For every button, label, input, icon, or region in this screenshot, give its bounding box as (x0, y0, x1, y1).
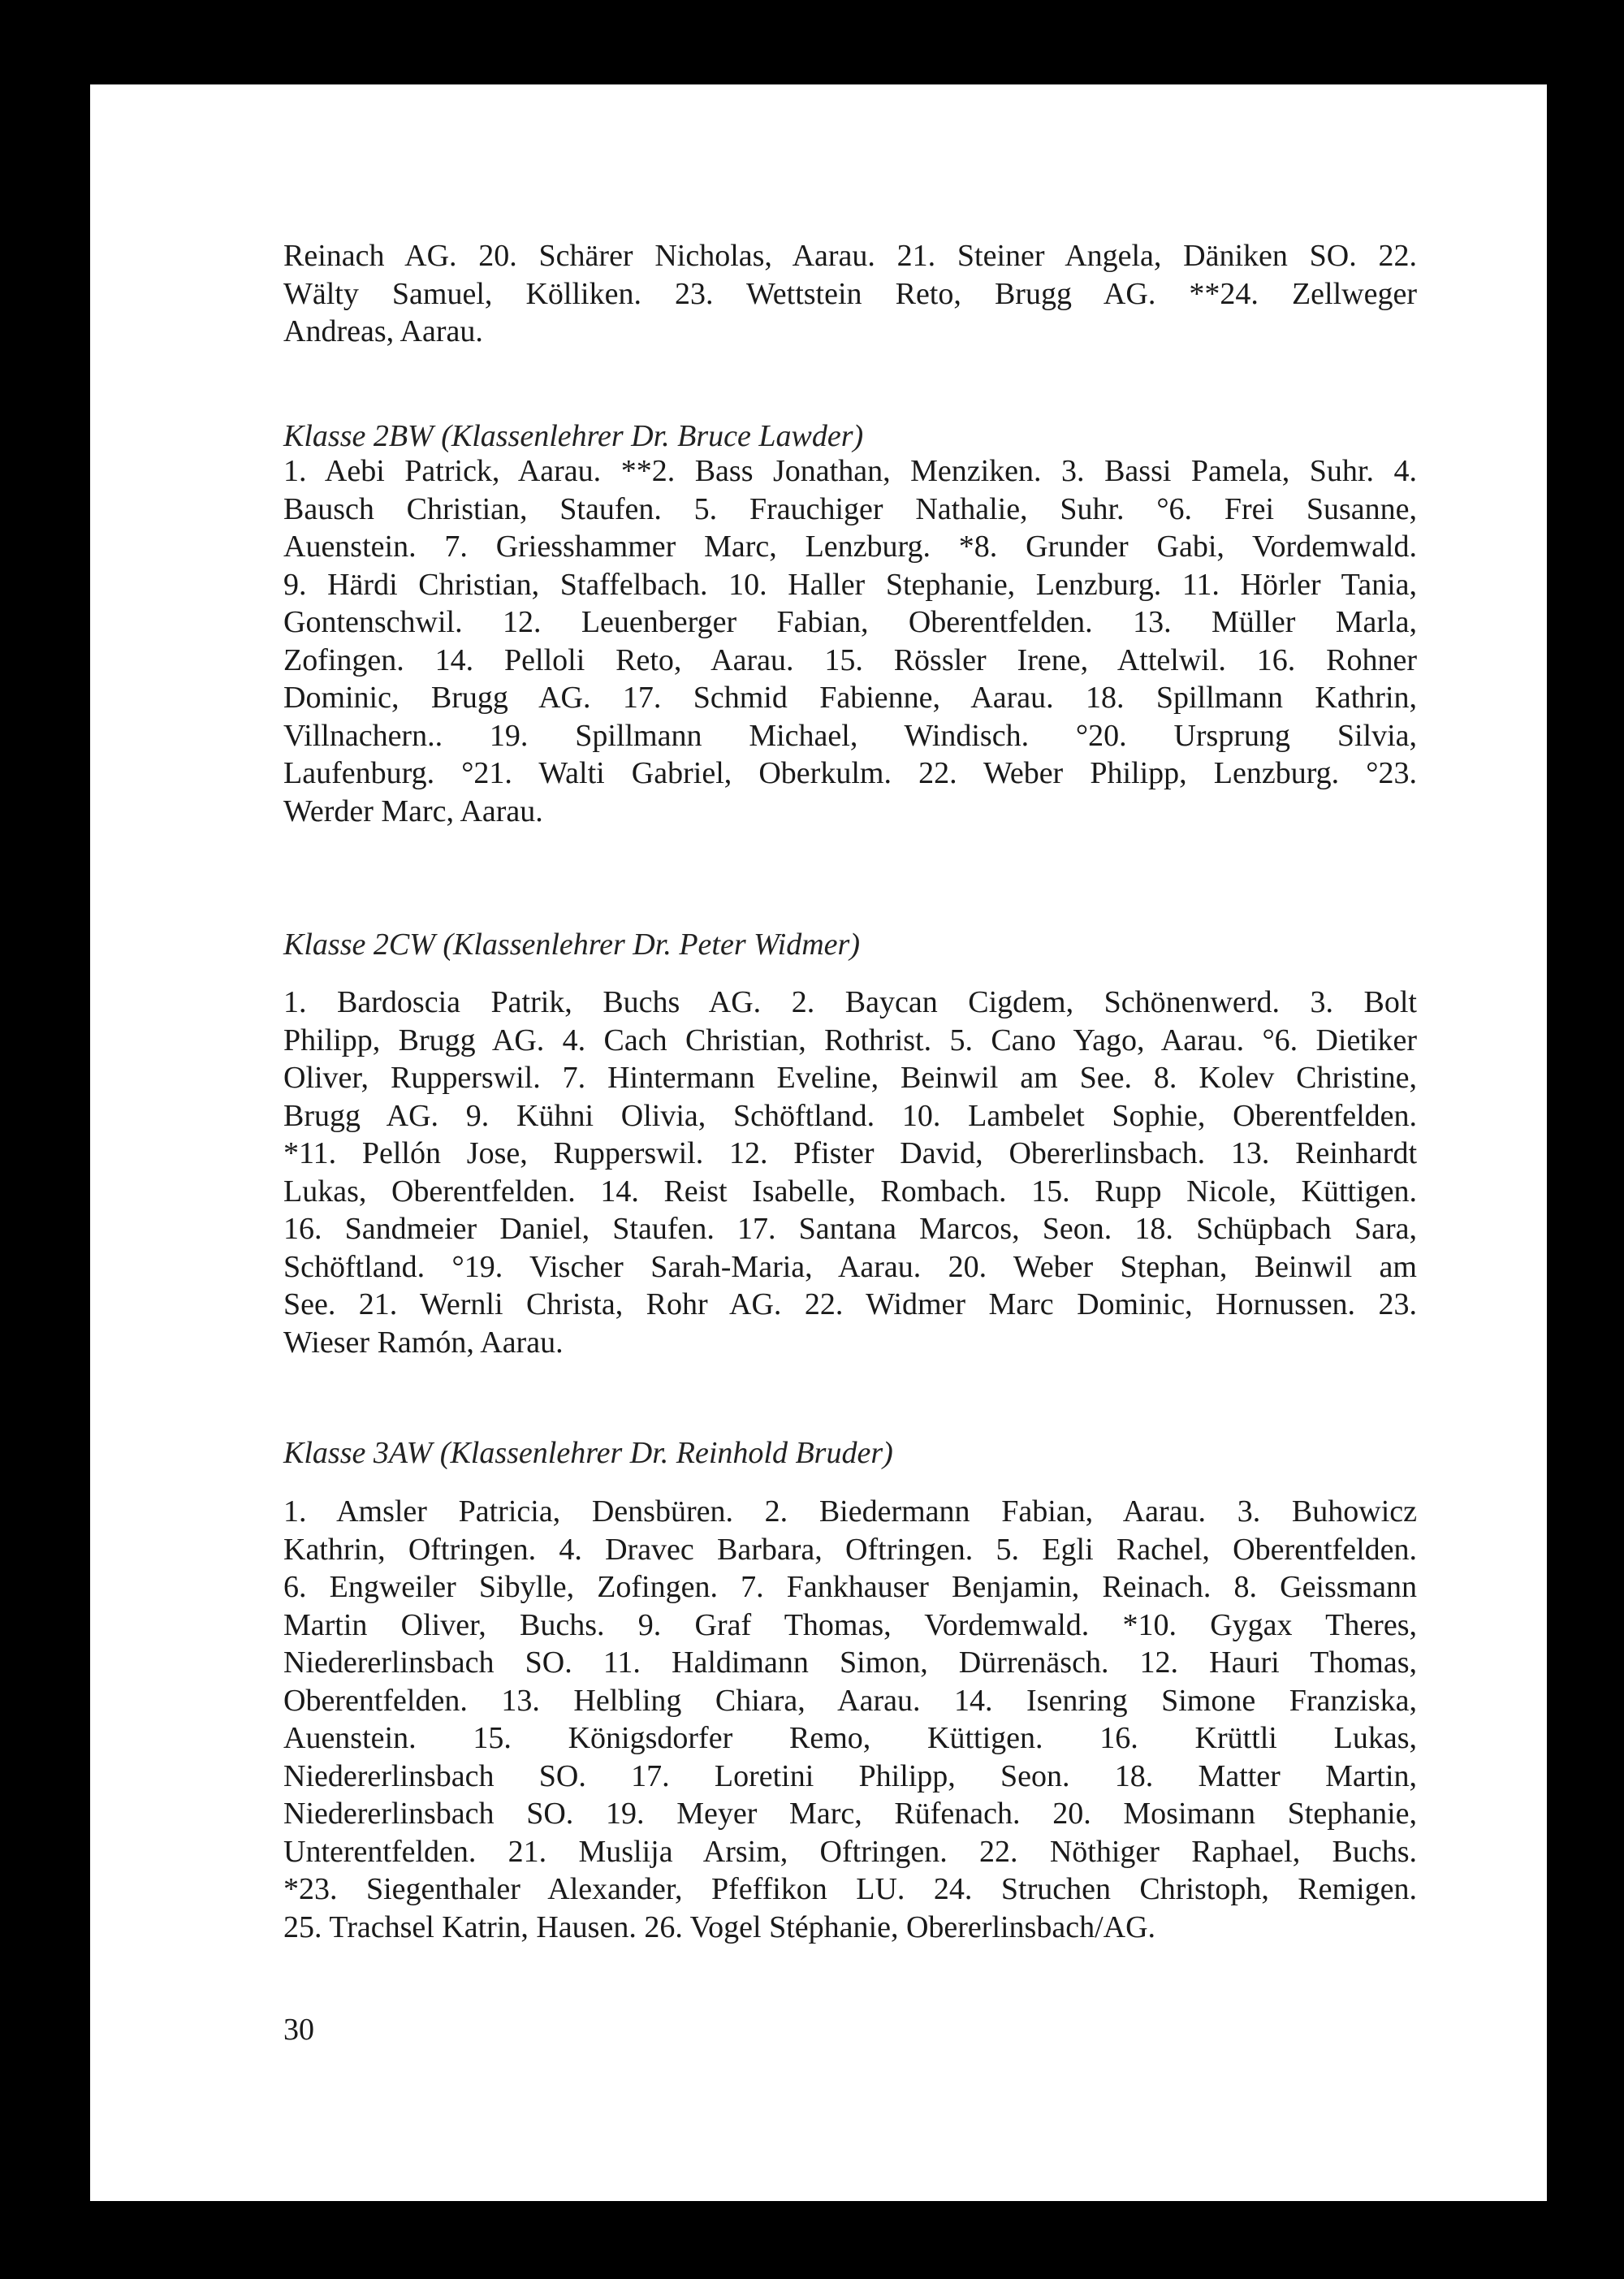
text-line: Bausch Christian, Staufen. 5. Frauchiger Nathalie, Suhr. °6. Frei Susanne, (283, 491, 1417, 526)
class-list-3aw (283, 1493, 1417, 1946)
section-heading-3aw: Klasse 3AW (Klassenlehrer Dr. Reinhold Bruder) (283, 1436, 893, 1470)
text-line: Villnachern.. 19. Spillmann Michael, Windisch. °20. Ursprung Silvia, (283, 718, 1417, 753)
text-line: Auenstein. 7. Griesshammer Marc, Lenzburg. *8. Grunder Gabi, Vordemwald. (283, 530, 1417, 564)
text-line: Schöftland. °19. Vischer Sarah-Maria, Aarau. 20. Weber Stephan, Beinwil am (283, 1249, 1417, 1284)
class-list-2cw (283, 984, 1417, 1361)
section-heading-2bw: Klasse 2BW (Klassenlehrer Dr. Bruce Lawder) (283, 419, 864, 453)
text-line: Gontenschwil. 12. Leuenberger Fabian, Oberentfelden. 13. Müller Marla, (283, 605, 1417, 639)
text-line: 1. Amsler Patricia, Densbüren. 2. Biedermann Fabian, Aarau. 3. Buhowicz (283, 1494, 1417, 1529)
text-line: Niedererlinsbach SO. 19. Meyer Marc, Rüfenach. 20. Mosimann Stephanie, (283, 1797, 1417, 1831)
text-line: Werder Marc, Aarau. (283, 794, 543, 828)
text-line: Brugg AG. 9. Kühni Olivia, Schöftland. 10. Lambelet Sophie, Oberentfelden. (283, 1098, 1417, 1133)
text-line: 1. Aebi Patrick, Aarau. **2. Bass Jonathan, Menziken. 3. Bassi Pamela, Suhr. 4. (283, 454, 1417, 488)
text-line: Auenstein. 15. Königsdorfer Remo, Küttigen. 16. Krüttli Lukas, (283, 1721, 1417, 1755)
section-heading-2cw: Klasse 2CW (Klassenlehrer Dr. Peter Widmer) (283, 928, 860, 962)
text-line: 16. Sandmeier Daniel, Staufen. 17. Santana Marcos, Seon. 18. Schüpbach Sara, (283, 1212, 1417, 1246)
text-line: Andreas, Aarau. (283, 314, 483, 348)
text-line: Niedererlinsbach SO. 11. Haldimann Simon, Dürrenäsch. 12. Hauri Thomas, (283, 1645, 1417, 1680)
text-line: See. 21. Wernli Christa, Rohr AG. 22. Widmer Marc Dominic, Hornussen. 23. (283, 1287, 1417, 1321)
text-line: *11. Pellón Jose, Rupperswil. 12. Pfister David, Obererlinsbach. 13. Reinhardt (283, 1136, 1417, 1170)
text-line: 6. Engweiler Sibylle, Zofingen. 7. Fankhauser Benjamin, Reinach. 8. Geissmann (283, 1570, 1417, 1604)
text-line: Reinach AG. 20. Schärer Nicholas, Aarau. 21. Steiner Angela, Däniken SO. 22. (283, 239, 1417, 273)
class-list-2bw (283, 452, 1417, 830)
text-line: Zofingen. 14. Pelloli Reto, Aarau. 15. Rössler Irene, Attelwil. 16. Rohner (283, 642, 1417, 677)
text-line: Kathrin, Oftringen. 4. Dravec Barbara, Oftringen. 5. Egli Rachel, Oberentfelden. (283, 1532, 1417, 1567)
text-line: Dominic, Brugg AG. 17. Schmid Fabienne, Aarau. 18. Spillmann Kathrin, (283, 681, 1417, 715)
text-line: Wieser Ramón, Aarau. (283, 1325, 564, 1360)
text-line: 9. Härdi Christian, Staffelbach. 10. Haller Stephanie, Lenzburg. 11. Hörler Tania, (283, 567, 1417, 602)
text-line: 25. Trachsel Katrin, Hausen. 26. Vogel Stéphanie, Obererlinsbach/AG. (283, 1909, 1156, 1944)
text-line: Oberentfelden. 13. Helbling Chiara, Aarau. 14. Isenring Simone Franziska, (283, 1683, 1417, 1718)
text-line: Laufenburg. °21. Walti Gabriel, Oberkulm. 22. Weber Philipp, Lenzburg. °23. (283, 756, 1417, 790)
text-line: Lukas, Oberentfelden. 14. Reist Isabelle, Rombach. 15. Rupp Nicole, Küttigen. (283, 1174, 1417, 1209)
text-line: 1. Bardoscia Patrik, Buchs AG. 2. Baycan Cigdem, Schönenwerd. 3. Bolt (283, 985, 1417, 1019)
intro-paragraph (283, 237, 1417, 351)
text-line: Niedererlinsbach SO. 17. Loretini Philipp, Seon. 18. Matter Martin, (283, 1758, 1417, 1793)
text-line: Unterentfelden. 21. Muslija Arsim, Oftringen. 22. Nöthiger Raphael, Buchs. (283, 1834, 1417, 1869)
text-line: Philipp, Brugg AG. 4. Cach Christian, Rothrist. 5. Cano Yago, Aarau. °6. Dietiker (283, 1023, 1417, 1057)
text-line: Oliver, Rupperswil. 7. Hintermann Eveline, Beinwil am See. 8. Kolev Christine, (283, 1061, 1417, 1095)
text-line: *23. Siegenthaler Alexander, Pfeffikon LU. 24. Struchen Christoph, Remigen. (283, 1872, 1417, 1906)
text-line: Martin Oliver, Buchs. 9. Graf Thomas, Vordemwald. *10. Gygax Theres, (283, 1607, 1417, 1642)
text-line: Wälty Samuel, Kölliken. 23. Wettstein Reto, Brugg AG. **24. Zellweger (283, 276, 1417, 311)
page-number: 30 (283, 2013, 314, 2047)
document-page (90, 84, 1547, 2201)
